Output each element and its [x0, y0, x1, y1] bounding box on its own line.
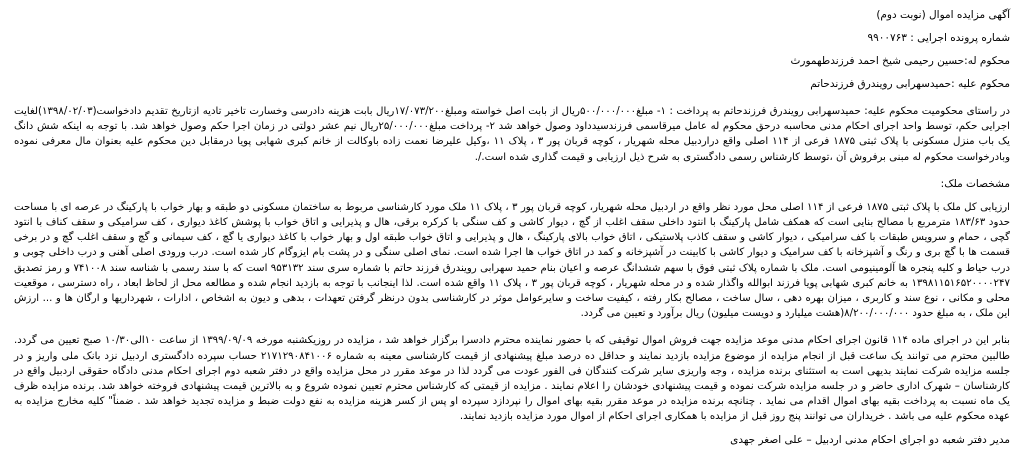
spec-paragraph: ارزیابی کل ملک با پلاک ثبتی ۱۸۷۵ فرعی از ۱۱۴ اصلی محل مورد نظر واقع در اردبیل محله شهریار، کوچه قربان پور ۳ ، پلاک ۱۱ ملک مورد کارشناسی مربوط به ساختمان مسکونی دو طبقه و بهار خواب با پارکینگ در عرصه ای با مساحت حدود ۱۸۳/۶۳ مترمربع با مصالح بنایی است که همکف شامل پارکینگ با انتود داخلی سقف اغلب از گچ ، دیوار کاشی و کف سنگی با کرکره برقی، هال و پذیرایی و اتاق خواب با پوشش کاغذ دیواری ، کف سرامیکی و سقف کناف با انتود گچی ، حمام و سرویس طبقات با کف سرامیکی ، دیوار کاشی و سقف کاذب پلاستیکی ، اتاق خواب بالای پارکینگ ، هال و پذیرایی و اتاق خواب طبقه اول و بهار خواب با کاغذ دیواری یا گچ ، کف سیمانی و گچ و سقف اغلب گچ و در برخی قسمت ها با گچ بری و رنگ و آشپزخانه با کف سرامیک و دیوار کاشی با کابینت در آشپزخانه و کمد در اتاق خواب ها اجرا شده است. نمای اصلی سنگی و در پشت بام ایزوگام کار شده است. درب ورودی اصلی آهنی و درب داخلی چوبی و درب حیاط و کلیه پنجره ها آلومینیومی است. ملک با شماره پلاک ثبتی فوق با سهم ششدانگ عرصه و اعیان بنام حمید سهرابی رویندرق فرزند حاتم با شماره سری سند ۹۵۳۱۳۲ است که با سند رسمی با شناسه سند ۷۴۱۰۰۸ و رمز تصدیق ۱۳۹۸۱۱۵۱۶۵۲۰۰۰۰۲۴۷ به خانم کبری شهابی پویا فرزند ابوالله واگذار شده و در محله شهریار ، کوچه قربان پور ۳ ، پلاک ۱۱ واقع شده است. لذا اینجانب با توجه به بازدید انجام شده و مطالعه محل از لحاظ ابعاد ، راه دسترسی ، موقعیت محلی و مکانی ، نوع سند و کاربری ، میزان بهره دهی ، سال ساخت ، مصالح بکار رفته ، کیفیت ساخت و سایرعوامل موثر در کارشناسی بدون درنظر گرفتن تعهدات ، بدهی و دیون به اشخاص ، ادارات ، شهرداریها و ارگان ها و ... ارزش این ملک ، به مبلغ حدود ۸/۲۰۰/۰۰۰/۰۰۰(هشت میلیارد و دویست میلیون) ریال برآورد و تعیین می گردد. — [14, 201, 1011, 320]
intro-paragraph: در راستای محکومیت محکوم علیه: حمیدسهرابی رویندرق فرزندحاتم به پرداخت : ۱- مبلغ۵۰۰/۰۰۰/۰۰۰ریال از بابت اصل خواسته ومبلغ۱۷/۰۷۳/۲۰۰ریال بابت هزینه دادرسی وخسارت تاخیر تادیه ازتاریخ تقدیم دادخواست(۱۳۹۸/۰۲/۰۳)لغایت اجرایی حکم، توسط واحد اجرای احکام مدنی محاسبه درحق محکوم له عامل میرقاسمی فرزندسیدداود وصول خواهد شد ۲- پرداخت مبلغ۲۵/۰۰۰/۰۰۰ریال نیم عشر دولتی در زمان اجرا حکم وصول خواهد شد. با توجه به اینکه شش دانگ یک باب منزل مسکونی با پلاک ثبتی ۱۸۷۵ فرعی از ۱۱۴ اصلی واقع دراردبیل محله شهریار ، کوچه قربان پور ۳ ، پلاک ۱۱ ،وکیل علیرضا نعمت زاده باوکالت از خانم کبری شهابی پویا درمقابل دین محکوم علیه بعنوان مال معرفی نموده وبادرخواست محکوم له مبنی برفروش آن ،توسط کارشناس رسمی دادگستری به شرح ذیل ارزیابی و قیمت گذاری شده است./. — [14, 106, 1011, 163]
against-line: محکوم علیه :حمیدسهرابی رویندرق فرزندحاتم — [810, 78, 1010, 90]
convict-line: محکوم له:حسین رحیمی شیخ احمد فرزندطهمورث — [790, 55, 1010, 67]
spec-heading: مشخصات ملک: — [940, 177, 1010, 190]
notice-title: آگهی مزایده اموال (نوبت دوم) — [876, 9, 1010, 21]
signature-line: مدیر دفتر شعبه دو اجرای احکام مدنی اردبیل – علی اصغر جهدی — [730, 433, 1010, 446]
case-number: شماره پرونده اجرایی : ۹۹۰۰۷۶۳ — [867, 32, 1010, 44]
auction-paragraph: بنابر این در اجرای ماده ۱۱۴ قانون اجرای احکام مدنی موعد مزایده جهت فروش اموال توقیفی که با حضور نماینده محترم دادسرا برگزار خواهد شد ، مزایده در روزیکشنبه مورخه ۱۳۹۹/۰۹/۰۹ از ساعت ۱۰الی۱۰/۳۰ صبح تعیین می گردد. طالبین محترم می توانند یک ساعت قبل از انجام مزایده از موضوع مزایده بازدید نمایند و حداقل ده درصد مبلغ پیشنهادی از قیمت کارشناسی معینه به شماره ۲۱۷۱۲۹۰۸۴۱۰۰۶ حساب سپرده دادگستری اردبیل نزد بانک ملی واریز و در جلسه مزایده شرکت نمایند بدیهی است به استثنای برنده مزایده ، وجه واریزی سایر شرکت کنندگان فی الفور عودت می گردد لذا در موعد مقرر در محل مزایده واقع در دفتر شعبه دوم اجرای احکام مدنی دادگاه حقوقی اردبیل واقع در کارشناسان – شهرک اداری حاضر و در جلسه مزایده شرکت نموده و قیمت پیشنهادی خودشان را اعلام نمایند . مزایده از قیمتی که کارشناس محترم تعیین نموده شروع و به بالاترین قیمت پیشنهادی فروخته خواهد شد. برنده مزایده ظرف یک ماه نسبت به پرداخت بقیه بهای اموال اقدام می نماید . چنانچه برنده مزایده در موعد مقرر بقیه بهای اموال را نپردازد سپرده او پس از کسر هزینه مزایده به نفع دولت ضبط و مزایده تجدید خواهد شد . ضمناً" کلیه مخارج مزایده به عهده محکوم علیه می باشد . خریداران می توانند پنج روز قبل از مزایده با همکاری اجرای احکام از اموال مورد مزایده بازدید نمایند. — [14, 335, 1011, 423]
